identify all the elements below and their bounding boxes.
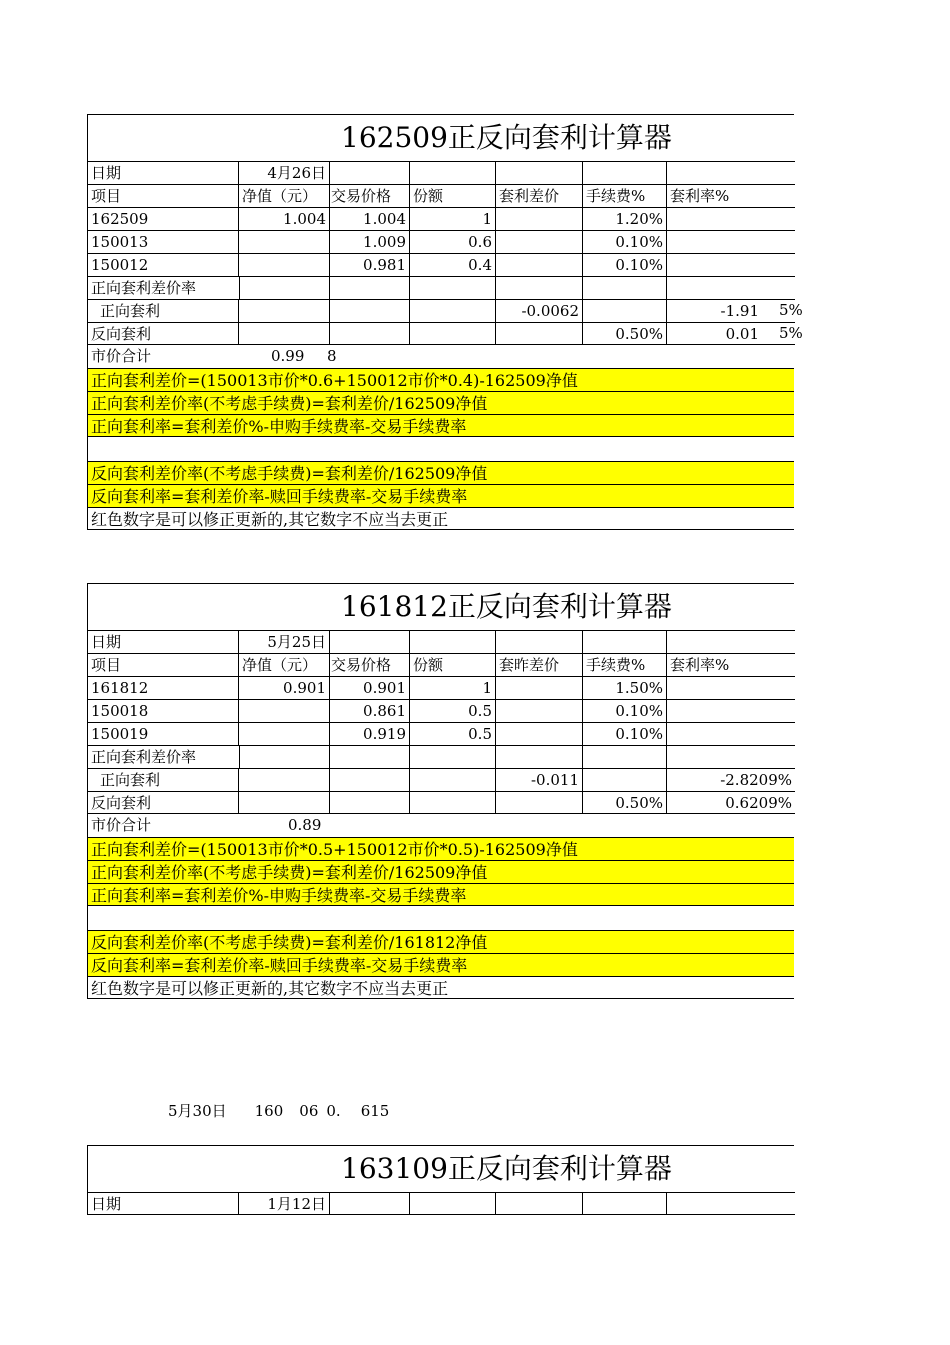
date-value[interactable]: 4月26日 bbox=[239, 161, 330, 184]
cell[interactable] bbox=[496, 722, 583, 745]
cell[interactable] bbox=[330, 791, 410, 814]
table-row bbox=[87, 768, 794, 791]
cell[interactable]: 162509 bbox=[88, 207, 239, 230]
cell[interactable]: -1.91 bbox=[667, 299, 795, 322]
cell[interactable] bbox=[239, 791, 330, 814]
cell[interactable] bbox=[239, 276, 330, 299]
cell[interactable]: 0.50% bbox=[583, 322, 667, 345]
cell[interactable] bbox=[330, 768, 410, 791]
cell[interactable]: 正向套利差价率 bbox=[88, 276, 239, 299]
formula-note[interactable]: 反向套利差价率(不考虑手续费)=套利差价/162509净值 bbox=[87, 461, 794, 484]
cell[interactable] bbox=[496, 699, 583, 722]
cell[interactable]: -2.8209% bbox=[667, 768, 795, 791]
cell[interactable] bbox=[496, 253, 583, 276]
header-cell[interactable]: 交易价格 bbox=[330, 653, 410, 676]
cell[interactable] bbox=[496, 322, 583, 345]
cell[interactable] bbox=[667, 207, 795, 230]
cell[interactable]: 1 bbox=[410, 207, 496, 230]
cell[interactable]: 0.01 bbox=[667, 322, 795, 345]
cell[interactable] bbox=[330, 161, 410, 184]
cell[interactable]: 0.901 bbox=[239, 676, 330, 699]
cell[interactable] bbox=[496, 791, 583, 814]
loose-date[interactable]: 5月30日 bbox=[168, 1102, 227, 1120]
loose-value-row bbox=[168, 1100, 417, 1121]
footer-note[interactable]: 红色数字是可以修正更新的,其它数字不应当去更正 bbox=[87, 976, 794, 999]
cell[interactable]: 150019 bbox=[88, 722, 239, 745]
cell[interactable]: 0.10% bbox=[583, 230, 667, 253]
calculator-title: 163109正反向套利计算器 bbox=[341, 1152, 672, 1185]
loose-value[interactable]: 06 bbox=[299, 1102, 319, 1120]
cell[interactable] bbox=[410, 768, 496, 791]
date-label[interactable]: 日期 bbox=[88, 630, 239, 653]
loose-value[interactable]: 160 bbox=[254, 1102, 284, 1120]
cell[interactable] bbox=[667, 230, 795, 253]
cell[interactable] bbox=[496, 230, 583, 253]
total-row bbox=[87, 345, 794, 368]
cell[interactable] bbox=[667, 161, 795, 184]
header-cell[interactable]: 项目 bbox=[88, 653, 239, 676]
cell[interactable]: 0.6 bbox=[410, 230, 496, 253]
cell[interactable]: 正向套利 bbox=[88, 768, 239, 791]
cell[interactable]: 0.861 bbox=[330, 699, 410, 722]
cell[interactable]: 0.10% bbox=[583, 722, 667, 745]
cell[interactable] bbox=[410, 322, 496, 345]
calculator-grid bbox=[87, 161, 803, 368]
cell[interactable] bbox=[496, 630, 583, 653]
formula-note[interactable]: 正向套利差价率(不考虑手续费)=套利差价/162509净值 bbox=[87, 391, 794, 414]
table-row bbox=[87, 230, 794, 253]
cell[interactable] bbox=[239, 230, 330, 253]
cell[interactable] bbox=[330, 322, 410, 345]
cell[interactable] bbox=[667, 276, 795, 299]
table-row bbox=[87, 699, 794, 722]
table-row bbox=[87, 322, 803, 345]
cell[interactable] bbox=[583, 276, 667, 299]
table-row bbox=[87, 207, 794, 230]
calculator-grid bbox=[87, 630, 794, 837]
cell[interactable]: 0.10% bbox=[583, 253, 667, 276]
cell[interactable]: 0.4 bbox=[410, 253, 496, 276]
cell[interactable] bbox=[667, 699, 795, 722]
cell[interactable] bbox=[667, 253, 795, 276]
cell[interactable] bbox=[330, 745, 410, 768]
header-cell[interactable]: 项目 bbox=[88, 184, 239, 207]
cell[interactable]: -0.011 bbox=[496, 768, 583, 791]
header-cell[interactable]: 套利率% bbox=[667, 184, 795, 207]
cell[interactable]: 0.6209% bbox=[667, 791, 795, 814]
cell[interactable] bbox=[496, 745, 583, 768]
table-row bbox=[87, 253, 794, 276]
cell[interactable]: 150012 bbox=[88, 253, 239, 276]
cell[interactable] bbox=[239, 699, 330, 722]
calculator-title: 162509正反向套利计算器 bbox=[341, 121, 672, 154]
cell[interactable] bbox=[330, 299, 410, 322]
cell[interactable]: 161812 bbox=[88, 676, 239, 699]
cell[interactable] bbox=[667, 630, 795, 653]
date-value[interactable]: 5月25日 bbox=[239, 630, 330, 653]
formula-note[interactable]: 正向套利率=套利差价%-申购手续费率-交易手续费率 bbox=[87, 883, 794, 906]
cell[interactable]: 0.50% bbox=[583, 791, 667, 814]
date-label[interactable]: 日期 bbox=[88, 1192, 239, 1215]
spacer bbox=[87, 906, 794, 930]
header-cell[interactable]: 手续费% bbox=[583, 653, 667, 676]
table-row bbox=[87, 722, 794, 745]
cell[interactable] bbox=[239, 745, 330, 768]
cell[interactable] bbox=[410, 299, 496, 322]
calculator-162509 bbox=[87, 114, 803, 530]
cell[interactable]: 1.004 bbox=[239, 207, 330, 230]
formula-note[interactable]: 反向套利率=套利差价率-赎回手续费率-交易手续费率 bbox=[87, 953, 794, 976]
header-cell[interactable]: 份额 bbox=[410, 653, 496, 676]
cell[interactable] bbox=[239, 722, 330, 745]
table-row bbox=[87, 676, 794, 699]
header-cell[interactable]: 套利率% bbox=[667, 653, 795, 676]
cell[interactable] bbox=[496, 207, 583, 230]
header-cell[interactable]: 份额 bbox=[410, 184, 496, 207]
cell[interactable] bbox=[667, 1192, 795, 1215]
cell[interactable] bbox=[496, 1192, 583, 1215]
calculator-title: 161812正反向套利计算器 bbox=[341, 590, 672, 623]
cell[interactable] bbox=[410, 161, 496, 184]
cell[interactable] bbox=[496, 276, 583, 299]
cell[interactable] bbox=[239, 253, 330, 276]
cell[interactable] bbox=[239, 299, 330, 322]
header-cell[interactable]: 手续费% bbox=[583, 184, 667, 207]
cell[interactable]: 反向套利 bbox=[88, 791, 239, 814]
cell[interactable] bbox=[667, 745, 795, 768]
cell[interactable]: 1.009 bbox=[330, 230, 410, 253]
cell[interactable]: 1.50% bbox=[583, 676, 667, 699]
cell[interactable]: 0.5 bbox=[410, 722, 496, 745]
cell[interactable]: 0.5 bbox=[410, 699, 496, 722]
date-label[interactable]: 日期 bbox=[88, 161, 239, 184]
header-cell[interactable]: 净值（元） bbox=[239, 184, 330, 207]
date-row bbox=[87, 630, 794, 653]
cell[interactable]: 1.004 bbox=[330, 207, 410, 230]
calculator-grid bbox=[87, 1192, 794, 1215]
cell[interactable] bbox=[667, 722, 795, 745]
calculator-title-box bbox=[87, 1145, 794, 1192]
formula-note[interactable]: 正向套利差价=(150013市价*0.6+150012市价*0.4)-162509净值 bbox=[87, 368, 794, 391]
total-extra[interactable]: 8 bbox=[327, 347, 337, 365]
cell[interactable]: 0.919 bbox=[330, 722, 410, 745]
total-value[interactable]: 0.89 bbox=[288, 816, 322, 834]
date-row bbox=[87, 161, 794, 184]
cell[interactable]: 150018 bbox=[88, 699, 239, 722]
date-value[interactable]: 1月12日 bbox=[239, 1192, 330, 1215]
date-row bbox=[87, 1192, 794, 1215]
cell-suffix: 5% bbox=[779, 324, 803, 342]
calculator-title-box bbox=[87, 114, 794, 161]
cell[interactable]: 0.10% bbox=[583, 699, 667, 722]
cell[interactable] bbox=[330, 630, 410, 653]
spacer bbox=[87, 437, 794, 461]
cell[interactable] bbox=[583, 630, 667, 653]
cell[interactable]: 0.901 bbox=[330, 676, 410, 699]
cell[interactable] bbox=[583, 161, 667, 184]
loose-value[interactable]: 615 bbox=[360, 1102, 390, 1120]
cell[interactable] bbox=[583, 768, 667, 791]
footer-note[interactable]: 红色数字是可以修正更新的,其它数字不应当去更正 bbox=[87, 507, 794, 530]
total-row bbox=[87, 814, 794, 837]
table-row bbox=[87, 791, 794, 814]
cell[interactable]: 正向套利 bbox=[88, 299, 239, 322]
header-cell[interactable]: 交易价格 bbox=[330, 184, 410, 207]
cell[interactable]: 150013 bbox=[88, 230, 239, 253]
total-value[interactable]: 0.99 bbox=[271, 347, 305, 365]
cell[interactable] bbox=[330, 276, 410, 299]
formula-note[interactable]: 反向套利差价率(不考虑手续费)=套利差价/161812净值 bbox=[87, 930, 794, 953]
table-row bbox=[87, 745, 794, 768]
header-cell[interactable]: 套昨差价 bbox=[496, 653, 583, 676]
table-row bbox=[87, 276, 794, 299]
calculator-161812 bbox=[87, 583, 794, 999]
cell[interactable] bbox=[410, 1192, 496, 1215]
cell[interactable] bbox=[410, 630, 496, 653]
cell[interactable]: 1 bbox=[410, 676, 496, 699]
cell[interactable] bbox=[239, 322, 330, 345]
formula-note[interactable]: 反向套利率=套利差价率-赎回手续费率-交易手续费率 bbox=[87, 484, 794, 507]
cell-suffix: 5% bbox=[779, 301, 803, 319]
header-row bbox=[87, 653, 794, 676]
cell[interactable]: 反向套利 bbox=[88, 322, 239, 345]
cell[interactable] bbox=[239, 768, 330, 791]
table-row bbox=[87, 299, 803, 322]
header-cell[interactable]: 净值（元） bbox=[239, 653, 330, 676]
cell[interactable] bbox=[496, 676, 583, 699]
cell[interactable] bbox=[496, 161, 583, 184]
formula-note[interactable]: 正向套利差价率(不考虑手续费)=套利差价/162509净值 bbox=[87, 860, 794, 883]
cell[interactable] bbox=[583, 1192, 667, 1215]
cell[interactable]: -0.0062 bbox=[496, 299, 583, 322]
cell[interactable] bbox=[583, 745, 667, 768]
cell[interactable] bbox=[330, 1192, 410, 1215]
total-label[interactable]: 市价合计 bbox=[91, 347, 152, 365]
calculator-163109 bbox=[87, 1145, 794, 1215]
calculator-title-box bbox=[87, 583, 794, 630]
total-label[interactable]: 市价合计 bbox=[91, 816, 152, 834]
loose-value[interactable]: 0. bbox=[326, 1102, 341, 1120]
cell[interactable]: 1.20% bbox=[583, 207, 667, 230]
formula-note[interactable]: 正向套利差价=(150013市价*0.5+150012市价*0.5)-162509净值 bbox=[87, 837, 794, 860]
formula-note[interactable]: 正向套利率=套利差价%-申购手续费率-交易手续费率 bbox=[87, 414, 794, 437]
cell[interactable] bbox=[410, 791, 496, 814]
cell[interactable] bbox=[410, 745, 496, 768]
cell[interactable] bbox=[583, 299, 667, 322]
cell[interactable] bbox=[667, 676, 795, 699]
header-row bbox=[87, 184, 794, 207]
cell[interactable]: 正向套利差价率 bbox=[88, 745, 239, 768]
cell[interactable] bbox=[410, 276, 496, 299]
header-cell[interactable]: 套利差价 bbox=[496, 184, 583, 207]
cell[interactable]: 0.981 bbox=[330, 253, 410, 276]
